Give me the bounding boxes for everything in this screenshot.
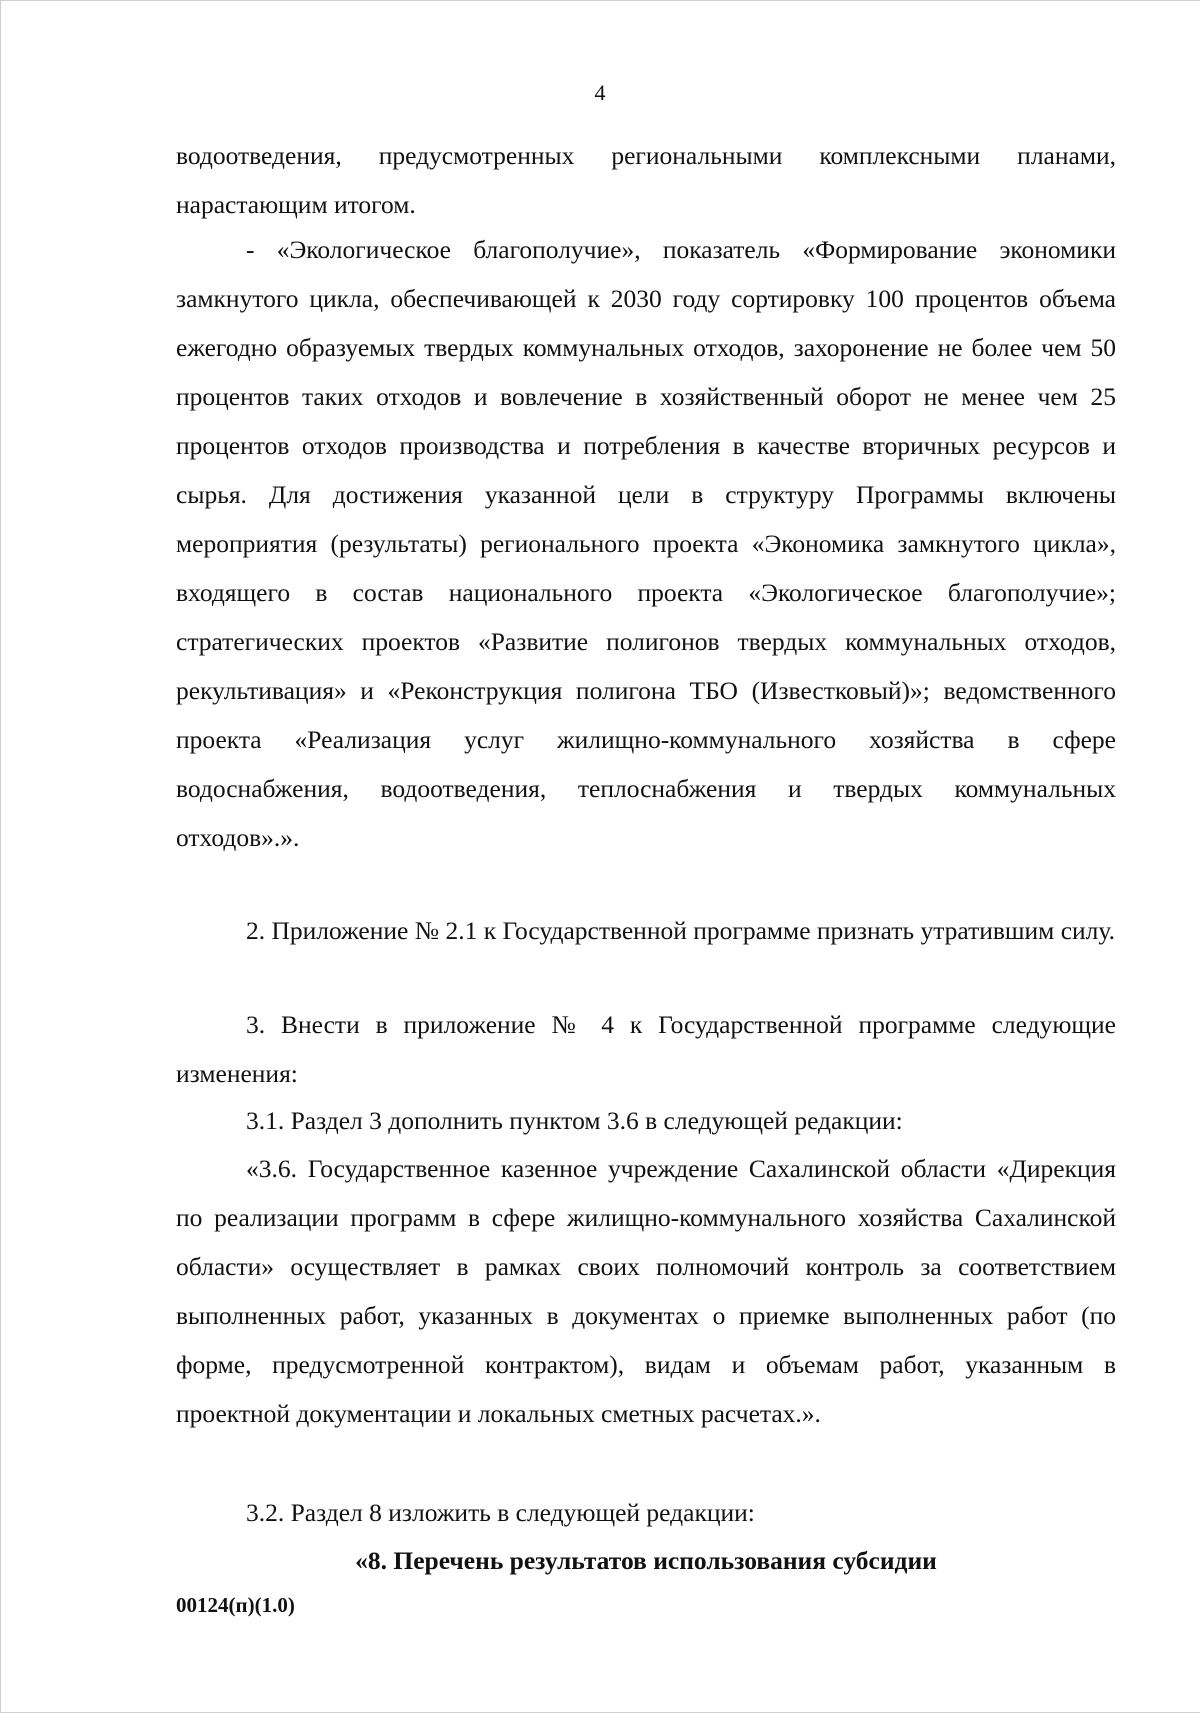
paragraph-item-3: 3. Внести в приложение № 4 к Государственной программе следующие изменения: <box>176 1010 1116 1088</box>
page-edge-top <box>0 0 1200 1</box>
paragraph-item-3-1: 3.1. Раздел 3 дополнить пунктом 3.6 в следующей редакции: <box>246 1106 903 1135</box>
document-code: 00124(п)(1.0) <box>176 1593 295 1617</box>
page-edge-left <box>0 0 1 1713</box>
section-heading: «8. Перечень результатов использования субсидии <box>355 1546 937 1575</box>
page-number: 4 <box>594 80 606 105</box>
paragraph-item-3-2: 3.2. Раздел 8 изложить в следующей редакции: <box>246 1498 755 1527</box>
paragraph-continuation: водоотведения, предусмотренных региональными комплексными планами, нарастающим итогом. <box>176 141 1116 219</box>
paragraph-item-2: 2. Приложение № 2.1 к Государственной программе признать утратившим силу. <box>246 916 1115 945</box>
paragraph-item-3-6: «3.6. Государственное казенное учреждение Сахалинской области «Дирекция по реализации программ в сфере жилищно-коммунального хозяйства Сахалинской области» осуществляет в рамках своих полномочий контроль за соответствием выполненных работ, указанных в документах о приемке выполненных работ (по форме, предусмотренной контрактом), видам и объемам работ, указанным в проектной документации и локальных сметных расчетах.». <box>176 1154 1116 1428</box>
paragraph-ecological-wellbeing: - «Экологическое благополучие», показатель «Формирование экономики замкнутого цикла, обеспечивающей к 2030 году сортировку 100 процентов объема ежегодно образуемых твердых коммунальных отходов, захоронение не более чем 50 процентов таких отходов и вовлечение в хозяйственный оборот не менее чем 25 процентов отходов производства и потребления в качестве вторичных ресурсов и сырья. Для достижения указанной цели в структуру Программы включены мероприятия (результаты) регионального проекта «Экономика замкнутого цикла», входящего в состав национального проекта «Экологическое благополучие»; стратегических проектов «Развитие полигонов твердых коммунальных отходов, рекультивация» и «Реконструкция полигона ТБО (Известковый)»; ведомственного проекта «Реализация услуг жилищно-коммунального хозяйства в сфере водоснабжения, водоотведения, теплоснабжения и твердых коммунальных отходов».». <box>176 235 1116 852</box>
